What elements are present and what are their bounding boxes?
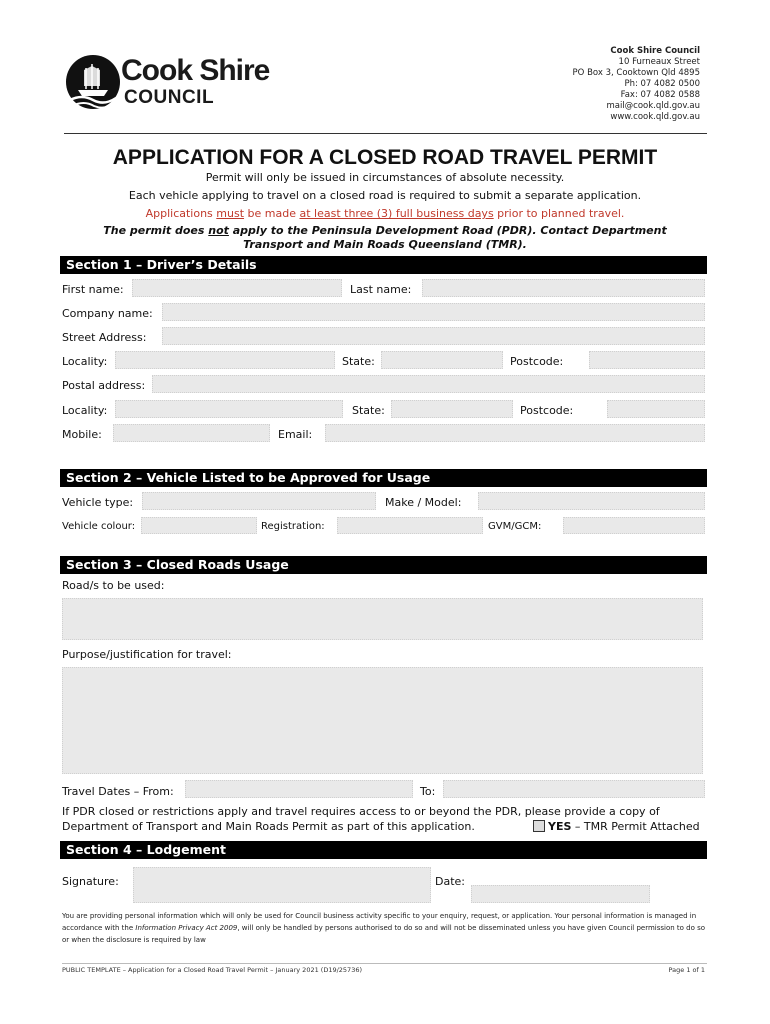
contact-website: www.cook.qld.gov.au [610, 112, 700, 122]
footer-left: PUBLIC TEMPLATE – Application for a Closed Road Travel Permit – January 2021 (D19/25736) [62, 966, 363, 974]
purpose-field[interactable] [62, 667, 703, 774]
street-address-label: Street Address: [62, 331, 147, 344]
date-field[interactable] [471, 885, 650, 903]
contact-email: mail@cook.qld.gov.au [606, 101, 700, 111]
last-name-field[interactable] [422, 279, 705, 297]
last-name-label: Last name: [350, 283, 412, 296]
contact-org: Cook Shire Council [610, 46, 700, 56]
first-name-label: First name: [62, 283, 124, 296]
privacy-text-a: You are providing personal information which will only be used for Council business activity specific to your enquiry, request, or application. Your personal information is managed in accordance with the [62, 912, 697, 932]
make-model-field[interactable] [478, 492, 705, 510]
section4-heading: Section 4 – Lodgement [60, 841, 707, 859]
intro-line3-days: at least three (3) full business days [299, 207, 494, 220]
travel-from-field[interactable] [185, 780, 413, 798]
postal-address-label: Postal address: [62, 379, 146, 392]
intro-line3-a: Applications [145, 207, 217, 220]
email-field[interactable] [325, 424, 705, 442]
tmr-yes-label: YES [548, 820, 572, 833]
purpose-label: Purpose/justification for travel: [62, 648, 232, 661]
gvm-gcm-label: GVM/GCM: [488, 521, 542, 532]
intro-line3-e: prior to planned travel. [493, 207, 625, 220]
postal-locality-field[interactable] [115, 400, 343, 418]
intro-line4-not: not [208, 224, 229, 237]
tmr-yes-rest: – TMR Permit Attached [571, 820, 700, 833]
signature-field[interactable] [133, 867, 431, 903]
roads-label: Road/s to be used: [62, 579, 165, 592]
postal-state-field[interactable] [391, 400, 513, 418]
email-label: Email: [278, 428, 313, 441]
travel-to-label: To: [420, 785, 436, 798]
vehicle-colour-field[interactable] [141, 517, 257, 534]
mobile-label: Mobile: [62, 428, 102, 441]
locality-label: Locality: [62, 355, 108, 368]
state-field[interactable] [381, 351, 503, 369]
intro-line4 [0, 224, 770, 237]
registration-label: Registration: [261, 521, 325, 532]
intro-line3 [0, 207, 770, 220]
vehicle-type-field[interactable] [142, 492, 376, 510]
postal-address-field[interactable] [152, 375, 705, 393]
street-address-field[interactable] [162, 327, 705, 345]
contact-block [573, 46, 700, 123]
travel-to-field[interactable] [443, 780, 705, 798]
ship-emblem-icon [64, 52, 122, 112]
locality-field[interactable] [115, 351, 335, 369]
logo-line2: COUNCIL [124, 87, 215, 108]
section3-heading: Section 3 – Closed Roads Usage [60, 556, 707, 574]
intro-line3-c: be made [244, 207, 300, 220]
gvm-gcm-field[interactable] [563, 517, 705, 534]
section1-heading: Section 1 – Driver’s Details [60, 256, 707, 274]
pdr-line2: Department of Transport and Main Roads Permit as part of this application. [62, 820, 475, 833]
mobile-field[interactable] [113, 424, 270, 442]
privacy-text-c: , will only be handled by persons authorised to do so and will not be disseminated unless you have given Council permission to do so or when the disclosure is required by law [62, 924, 706, 944]
vehicle-colour-label: Vehicle colour: [62, 521, 136, 532]
tmr-permit-label [548, 820, 700, 833]
logo-line1: Cook Shire [121, 54, 270, 87]
section2-heading: Section 2 – Vehicle Listed to be Approved for Usage [60, 469, 707, 487]
registration-field[interactable] [337, 517, 483, 534]
pdr-line1: If PDR closed or restrictions apply and travel requires access to or beyond the PDR, please provide a copy of [62, 805, 660, 818]
date-label: Date: [435, 875, 465, 888]
header-divider [64, 133, 707, 134]
intro-line5: Transport and Main Roads Queensland (TMR). [243, 238, 527, 251]
vehicle-type-label: Vehicle type: [62, 496, 134, 509]
postcode-label: Postcode: [510, 355, 564, 368]
company-name-label: Company name: [62, 307, 153, 320]
intro-line1: Permit will only be issued in circumstances of absolute necessity. [205, 171, 565, 184]
intro-line3-must: must [216, 207, 245, 220]
contact-street: 10 Furneaux Street [618, 57, 700, 67]
footer-divider [62, 963, 707, 964]
first-name-field[interactable] [132, 279, 342, 297]
postcode-field[interactable] [589, 351, 705, 369]
travel-from-label: Travel Dates – From: [62, 785, 174, 798]
roads-field[interactable] [62, 598, 703, 640]
intro-line2: Each vehicle applying to travel on a closed road is required to submit a separate application. [128, 189, 642, 202]
postal-postcode-field[interactable] [607, 400, 705, 418]
postal-postcode-label: Postcode: [520, 404, 574, 417]
company-name-field[interactable] [162, 303, 705, 321]
privacy-notice [62, 910, 707, 946]
intro-line4-c: apply to the Peninsula Development Road (PDR). Contact Department [228, 224, 667, 237]
state-label: State: [342, 355, 375, 368]
council-logo [64, 52, 279, 112]
make-model-label: Make / Model: [385, 496, 462, 509]
intro-line4-a: The permit does [103, 224, 209, 237]
contact-phone: Ph: 07 4082 0500 [624, 79, 700, 89]
contact-po-box: PO Box 3, Cooktown Qld 4895 [572, 68, 700, 78]
tmr-permit-checkbox[interactable] [533, 820, 545, 832]
page-title: APPLICATION FOR A CLOSED ROAD TRAVEL PERMIT [112, 146, 658, 169]
postal-locality-label: Locality: [62, 404, 108, 417]
privacy-act-name: Information Privacy Act 2009 [135, 924, 238, 932]
signature-label: Signature: [62, 875, 119, 888]
footer-page-number: Page 1 of 1 [668, 966, 705, 974]
contact-fax: Fax: 07 4082 0588 [620, 90, 700, 100]
postal-state-label: State: [352, 404, 385, 417]
